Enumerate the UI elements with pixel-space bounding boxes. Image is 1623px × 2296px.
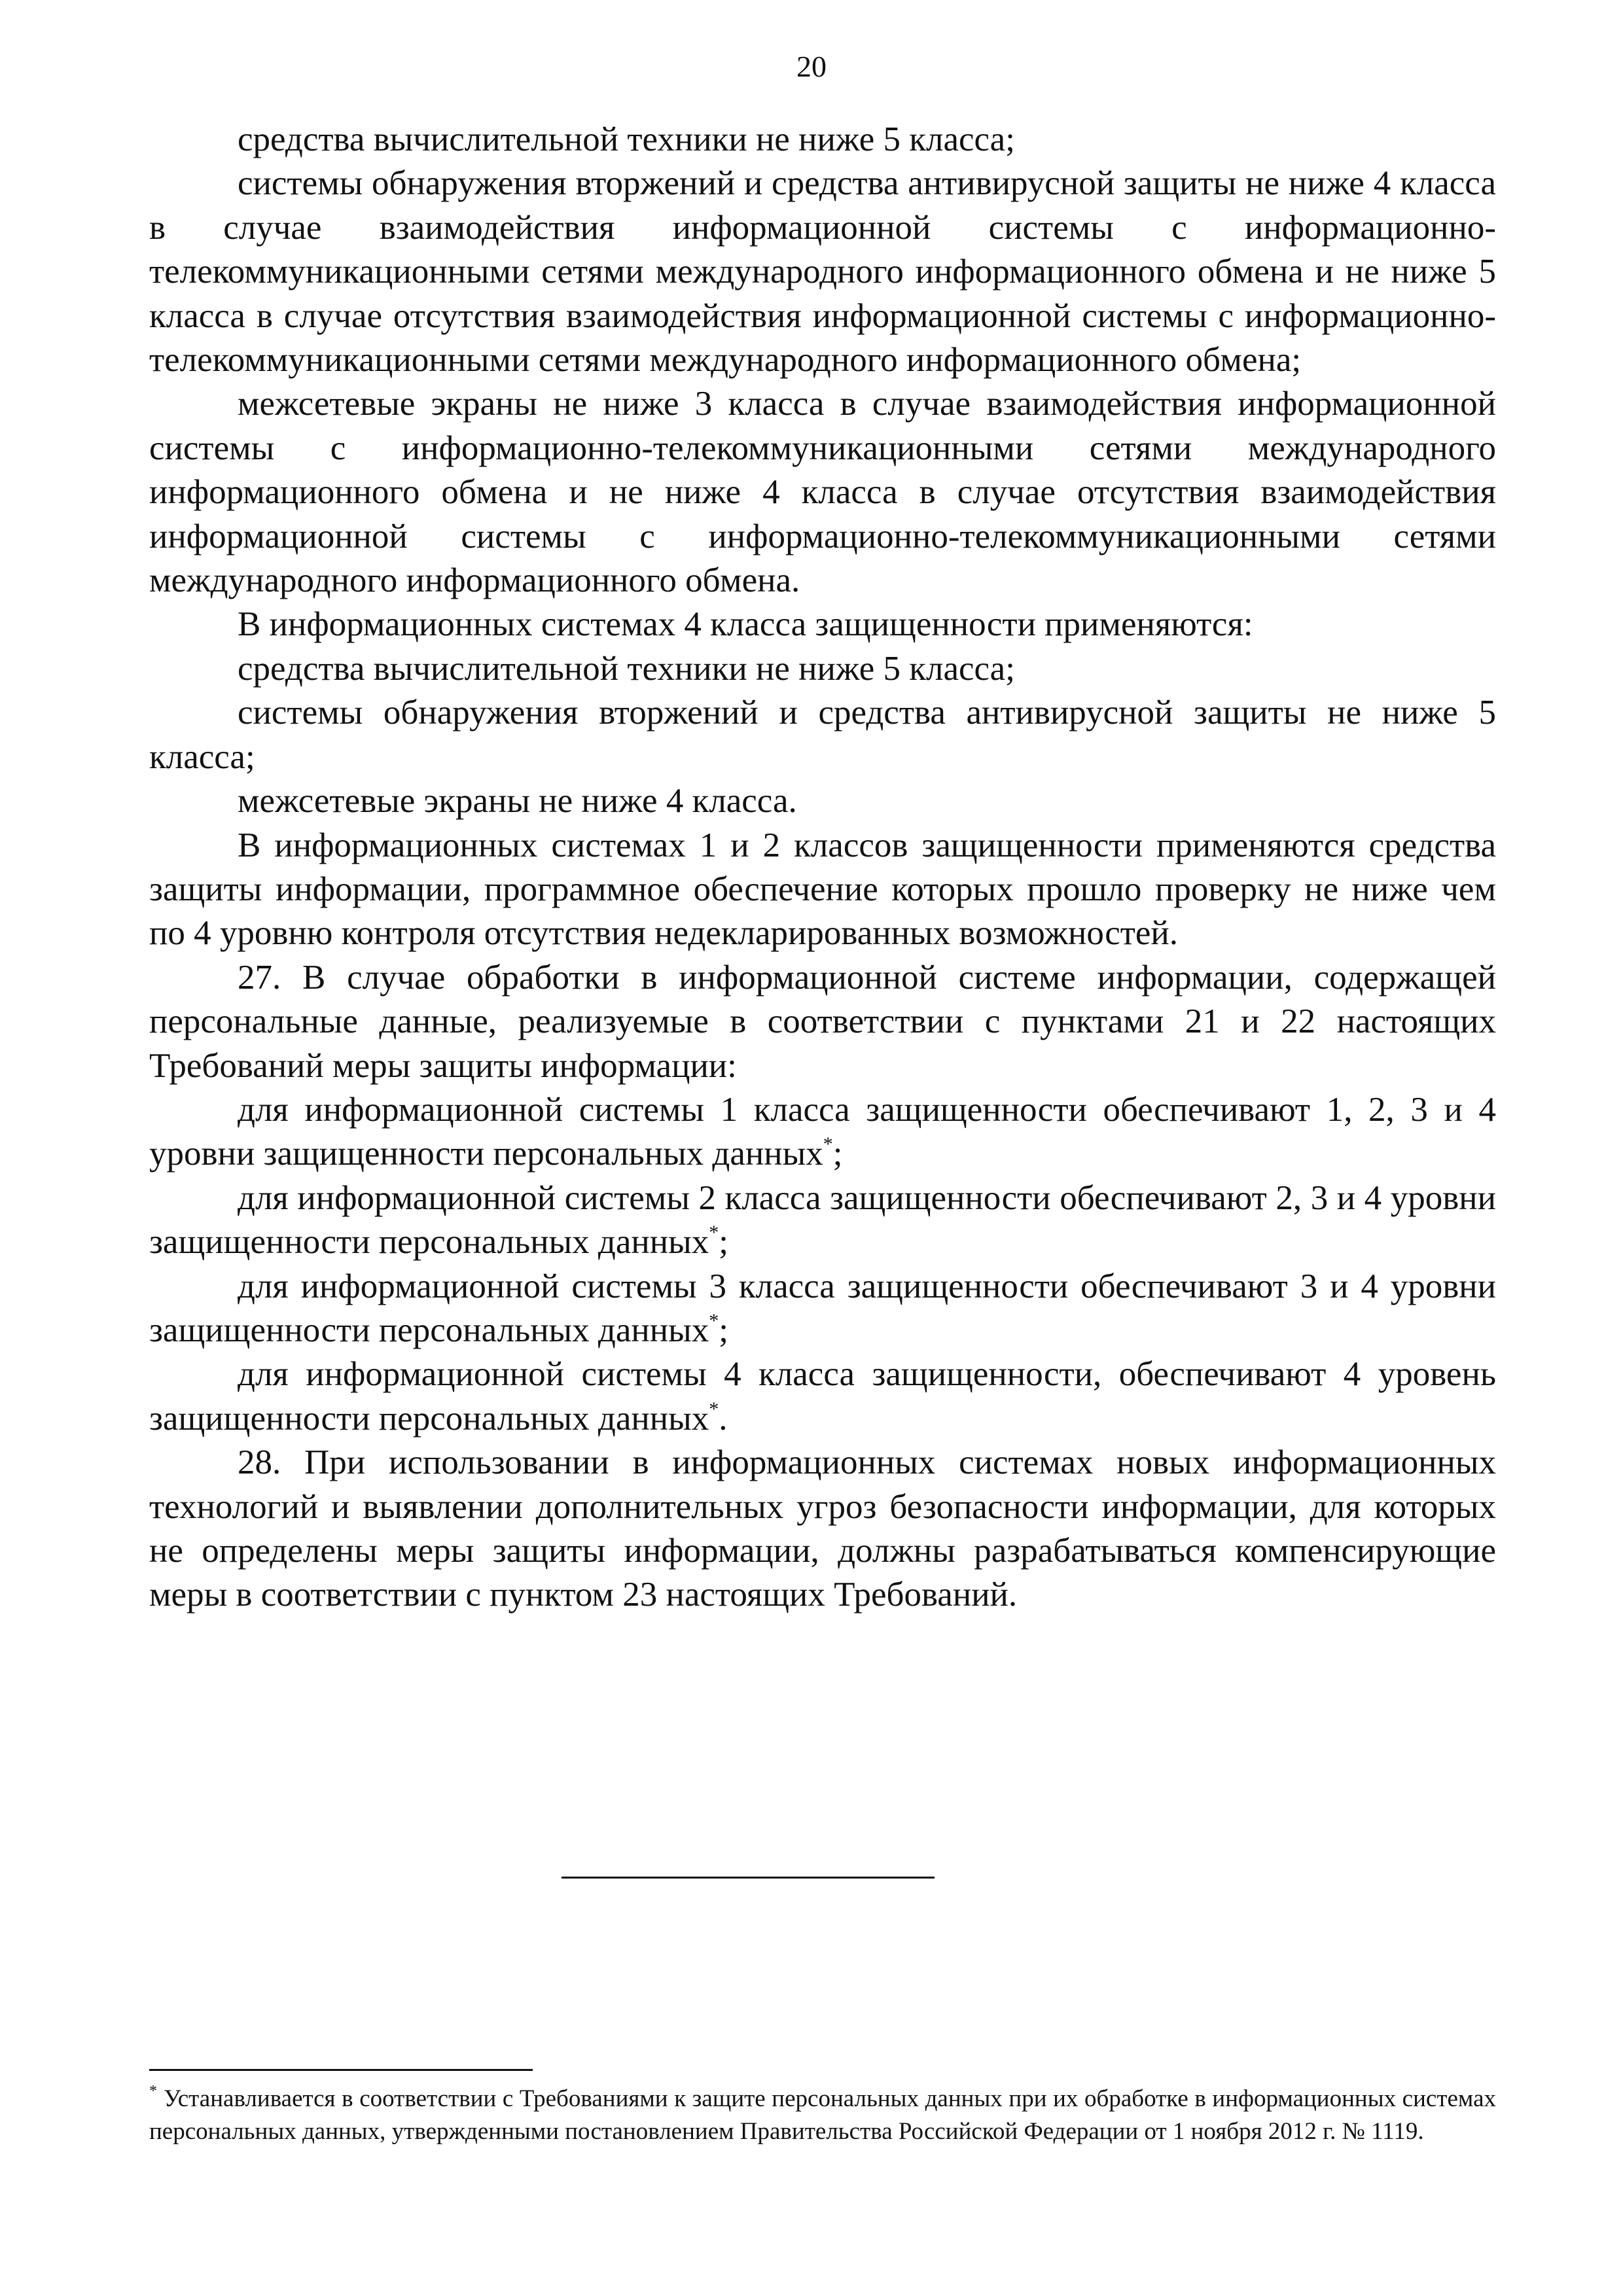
paragraph: системы обнаружения вторжений и средства антивирусной защиты не ниже 5 класса; — [149, 694, 1496, 776]
paragraph: средства вычислительной техники не ниже 5 класса; — [238, 649, 1015, 688]
page-number: 20 — [796, 50, 827, 83]
footnote-text: Устанавливается в соответствии с Требованиями к защите персональных данных при их обработке в информационных системах персональных данных, утвержденными постановлением Правительства Российской Федерации от 1 ноября 2012 г. № 1119. — [149, 2085, 1496, 2145]
paragraph-punctuation: ; — [832, 1135, 843, 1173]
paragraph: межсетевые экраны не ниже 3 класса в случае взаимодействия информационной системы с информационно-телекоммуникационными сетями международного информационного обмена и не ниже 4 класса в случае отсутствия взаимодействия информационной системы с информационно-телекоммуникационными сетями международного информационного обмена. — [149, 385, 1496, 600]
paragraph-punctuation: . — [719, 1399, 728, 1438]
footnote-divider — [149, 2069, 533, 2071]
paragraph: 28. При использовании в информационных системах новых информационных технологий и выявлении дополнительных угроз безопасности информации, для которых не определены меры защиты информации, должны разрабатываться компенсирующие меры в соответствии с пунктом 23 настоящих Требований. — [149, 1443, 1496, 1614]
paragraph: В информационных системах 4 класса защищенности применяются: — [238, 605, 1253, 644]
paragraph-with-footnote — [149, 1352, 1496, 1441]
section-divider — [562, 1877, 935, 1879]
paragraph-with-footnote — [149, 1088, 1496, 1176]
paragraph: средства вычислительной техники не ниже 5 класса; — [238, 120, 1015, 158]
footnote — [149, 2083, 1496, 2148]
footnote-reference: * — [709, 1398, 719, 1420]
paragraph: межсетевые экраны не ниже 4 класса. — [238, 782, 797, 821]
footnote-reference: * — [823, 1133, 833, 1156]
paragraph: системы обнаружения вторжений и средства антивирусной защиты не ниже 4 класса в случае взаимодействия информационной системы с информационно-телекоммуникационными сетями международного информационного обмена и не ниже 5 класса в случае отсутствия взаимодействия информационной системы с информационно-телекоммуникационными сетями международного информационного обмена; — [149, 164, 1496, 380]
paragraph-punctuation: ; — [719, 1223, 728, 1262]
footnote-mark: * — [149, 2083, 157, 2100]
paragraph-with-footnote — [149, 1265, 1496, 1353]
paragraph: В информационных системах 1 и 2 классов защищенности применяются средства защиты информации, программное обеспечение которых прошло проверку не ниже чем по 4 уровню контроля отсутствия недекларированных возможностей. — [149, 826, 1496, 953]
paragraph-punctuation: ; — [719, 1311, 728, 1349]
paragraph: 27. В случае обработки в информационной системе информации, содержащей персональные данные, реализуемые в соответствии с пунктами 21 и 22 настоящих Требований меры защиты информации: — [149, 958, 1496, 1085]
paragraph-text: для информационной системы 1 класса защищенности обеспечивают 1, 2, 3 и 4 уровни защищенности персональных данных — [149, 1090, 1496, 1173]
paragraph-text: для информационной системы 2 класса защищенности обеспечивают 2, 3 и 4 уровни защищенности персональных данных — [149, 1178, 1496, 1262]
footnote-reference: * — [709, 1309, 719, 1332]
body-text — [149, 118, 1496, 1617]
paragraph-text: для информационной системы 3 класса защищенности обеспечивают 3 и 4 уровни защищенности персональных данных — [149, 1267, 1496, 1349]
footnote-reference: * — [709, 1222, 719, 1244]
paragraph-with-footnote — [149, 1176, 1496, 1265]
paragraph-text: для информационной системы 4 класса защищенности, обеспечивают 4 уровень защищенности персональных данных — [149, 1355, 1496, 1438]
